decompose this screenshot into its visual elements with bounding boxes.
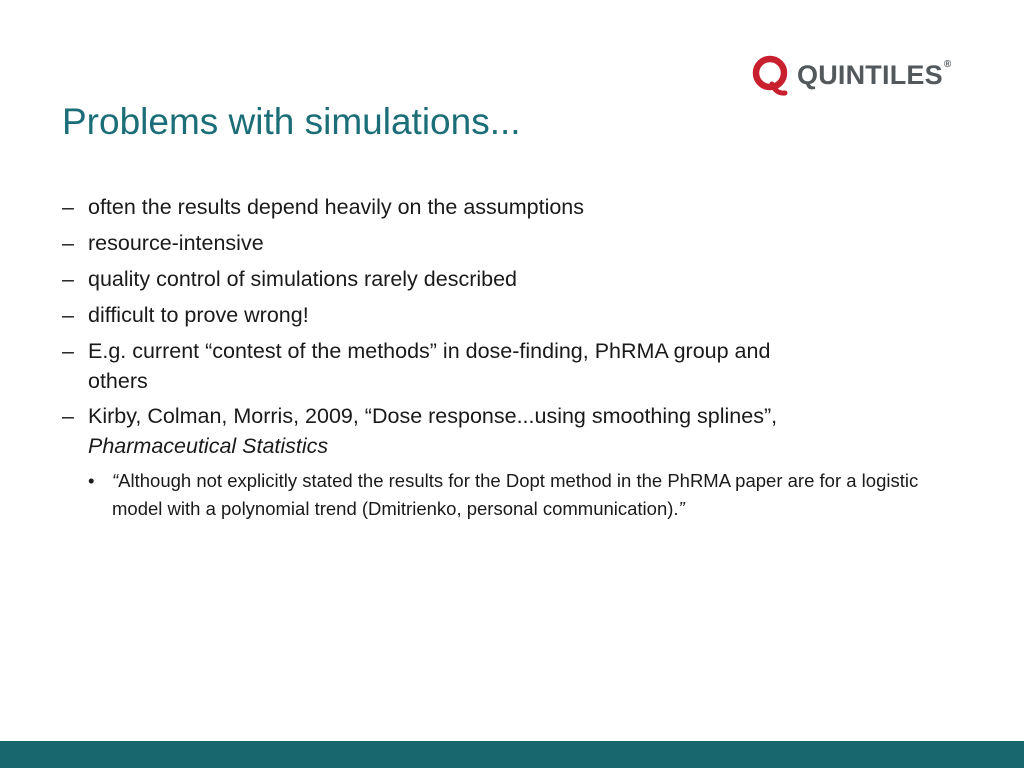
bullet-text: difficult to prove wrong! [88, 303, 309, 327]
bullet-item-assumptions [62, 192, 962, 223]
open-quote: “ [112, 470, 119, 491]
bullet-item-resource [62, 228, 962, 259]
bullet-text: often the results depend heavily on the assumptions [88, 195, 585, 219]
bullet-text: quality control of simulations rarely described [88, 267, 518, 291]
slide-title: Problems with simulations... [62, 101, 521, 142]
dash-marker: – [62, 339, 74, 363]
registered-mark: ® [943, 58, 952, 70]
bullet-item-quality-control [62, 264, 962, 295]
footer-bar [0, 741, 1024, 768]
dash-marker: – [62, 267, 74, 291]
bullet-text-multiline [88, 336, 962, 396]
bullet-text-multiline [88, 401, 962, 461]
quintiles-logo-text [797, 58, 952, 90]
journal-name: Pharmaceutical Statistics [88, 434, 329, 458]
bullet-dot-marker: • [88, 470, 95, 491]
sub-bullet-list [88, 467, 962, 523]
bullet-text: resource-intensive [88, 231, 264, 255]
dash-marker: – [62, 404, 74, 428]
bullet-line: E.g. current “contest of the methods” in dose-finding, PhRMA group and [88, 339, 771, 363]
bullet-item-prove-wrong [62, 300, 962, 331]
dash-marker: – [62, 195, 74, 219]
bullet-item-kirby [62, 401, 962, 523]
quintiles-q-icon [752, 54, 790, 96]
bullet-item-contest [62, 336, 962, 396]
quote-text [112, 470, 918, 519]
dash-marker: – [62, 303, 74, 327]
brand-name: QUINTILES [797, 59, 943, 90]
sub-bullet-quote [88, 467, 962, 523]
close-quote: ” [678, 498, 685, 519]
dash-marker: – [62, 231, 74, 255]
bullet-line: others [88, 369, 148, 393]
bullet-list [62, 192, 962, 528]
quote-body: Although not explicitly stated the results for the Dopt method in the PhRMA paper are for a logistic model with a polynomial trend (Dmitrienko, personal communication). [112, 470, 919, 519]
quintiles-logo [752, 52, 951, 98]
bullet-line: Kirby, Colman, Morris, 2009, “Dose response...using smoothing splines”, [88, 404, 778, 428]
